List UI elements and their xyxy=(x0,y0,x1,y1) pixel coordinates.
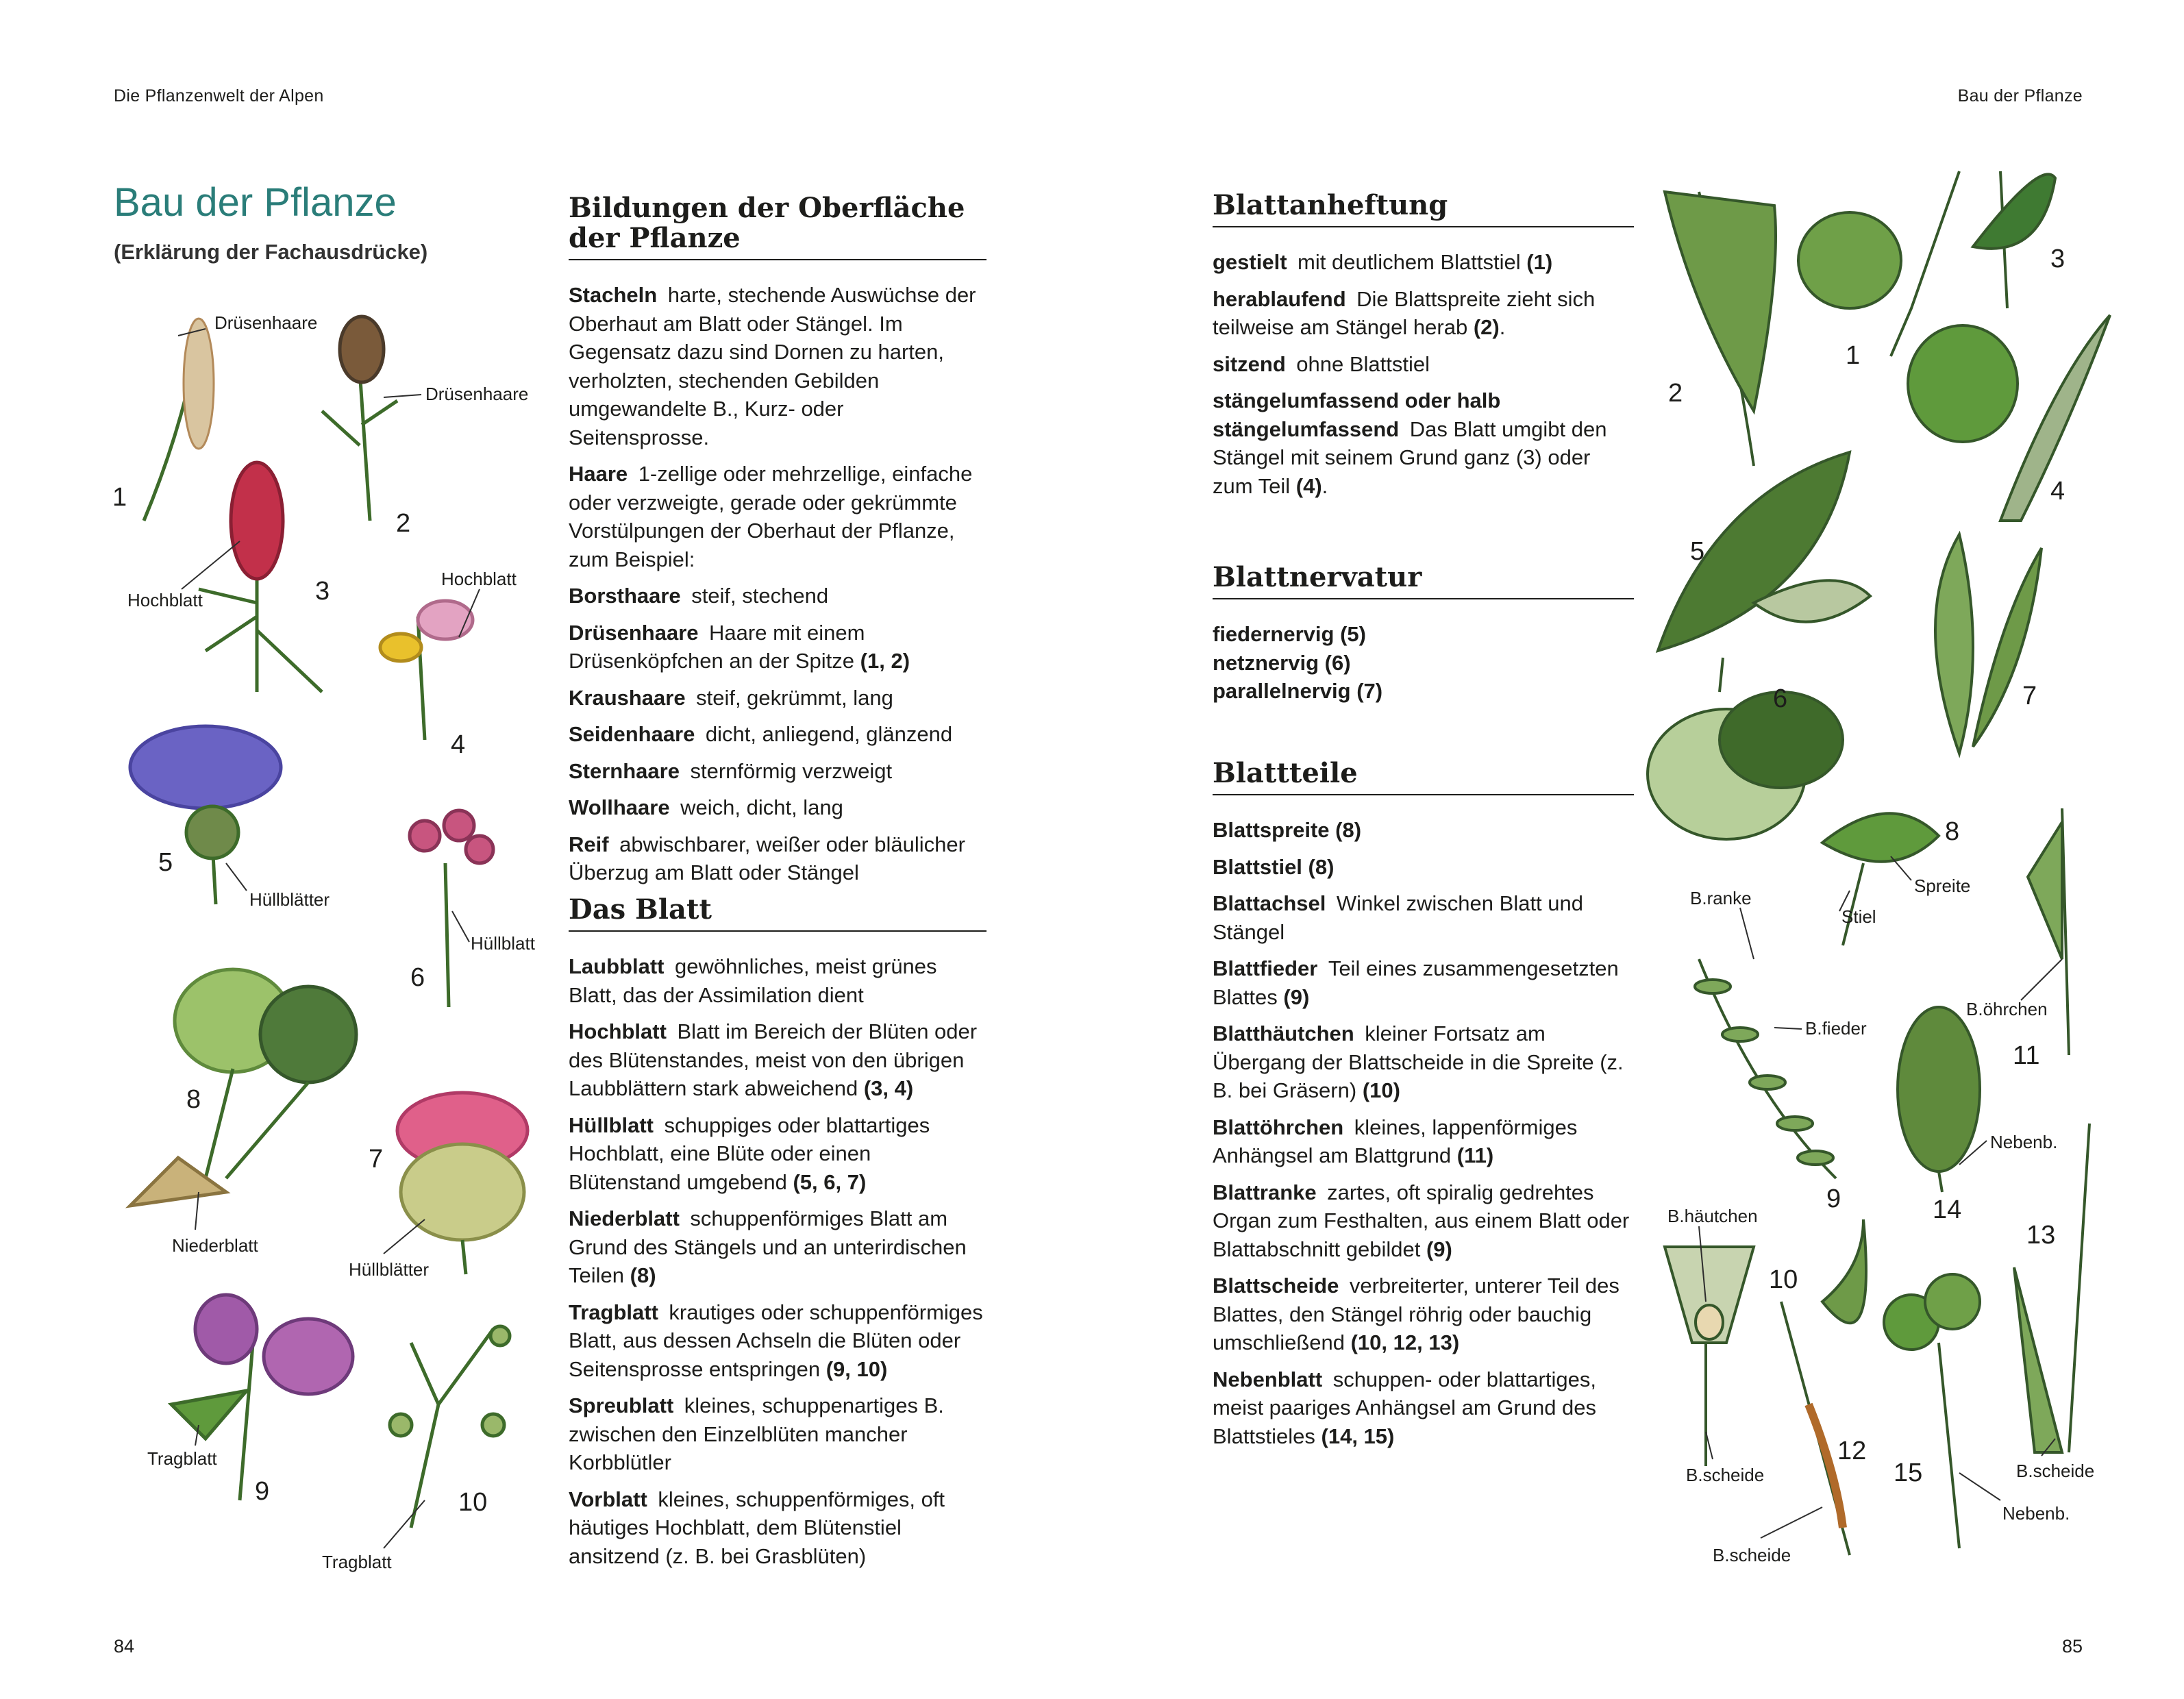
figure-number: 8 xyxy=(186,1085,201,1114)
figure-label: Hochblatt xyxy=(441,569,517,589)
figure-reference: (14, 15) xyxy=(1321,1424,1395,1448)
glossary-definition: krautiges oder schuppenförmiges Blatt, aus dessen Achseln die Blüten oder Seitensprosse entspringen xyxy=(569,1300,983,1381)
glossary-definition: dicht, anliegend, glänzend xyxy=(705,722,953,746)
figure-2-decurrent-leaf xyxy=(1665,192,1776,466)
figure-number: 2 xyxy=(396,509,411,538)
glossary-entry xyxy=(1213,853,1634,882)
page-number-left: 84 xyxy=(114,1636,135,1657)
glossary-entry xyxy=(569,1204,986,1290)
glossary-definition: kleiner Fortsatz am Übergang der Blattscheide in die Spreite (z. B. bei Gräsern) xyxy=(1213,1021,1624,1102)
section-heading: Bildungen der Oberfläche der Pflanze xyxy=(569,193,986,260)
glossary-term: gestielt xyxy=(1213,250,1287,274)
figure-number: 7 xyxy=(369,1145,384,1174)
glossary-definition: Das Blatt umgibt den Stängel mit seinem Grund ganz (3) oder zum Teil xyxy=(1213,417,1607,498)
glossary-term: Haare xyxy=(569,462,628,486)
glossary-entry xyxy=(569,1017,986,1103)
glossary-definition: 1-zellige oder mehrzellige, einfache oder verzweigte, gerade oder gekrümmte Vorstülpungen der Oberhaut der Pflanze, zum Beispiel: xyxy=(569,462,973,571)
glossary-definition: Blatt im Bereich der Blüten oder des Blütenstandes, meist von den übrigen Laubblättern stark abweichend xyxy=(569,1019,978,1100)
glossary-term: Hochblatt xyxy=(569,1019,667,1043)
glossary-term: netznervig xyxy=(1213,650,1319,675)
glossary-entry xyxy=(1213,620,1634,649)
glossary-entry xyxy=(569,582,986,610)
glossary-definition: verbreiterter, unterer Teil des Blattes, den Stängel röhrig oder bauchig umschließend xyxy=(1213,1274,1620,1354)
glossary-definition: Teil eines zusammengesetzten Blattes xyxy=(1213,956,1619,1009)
figure-number: 9 xyxy=(1826,1185,1841,1213)
figure-number: 13 xyxy=(2026,1221,2056,1250)
glossary-entry xyxy=(569,1485,986,1571)
glossary-definition: ohne Blattstiel xyxy=(1296,351,1430,376)
glossary-entry xyxy=(569,757,986,786)
figure-reference: (8) xyxy=(1308,854,1335,879)
glossary-term: Seidenhaare xyxy=(569,722,695,746)
glossary-term: Blattöhrchen xyxy=(1213,1115,1344,1139)
section-das-blatt xyxy=(569,895,986,1578)
figure-number: 15 xyxy=(1894,1459,1923,1487)
figure-reference: (10) xyxy=(1362,1078,1400,1102)
figure-label: B.häutchen xyxy=(1667,1206,1758,1226)
figure-label: Niederblatt xyxy=(172,1235,258,1256)
right-leader-lines xyxy=(1699,856,2062,1538)
figure-label: B.ranke xyxy=(1690,888,1752,908)
figure-reference: (9) xyxy=(1283,984,1310,1009)
glossary-definition: kleines, lappenförmiges Anhängsel am Blattgrund xyxy=(1213,1115,1578,1167)
glossary-term: fiedernervig xyxy=(1213,622,1335,646)
section-heading: Blattanheftung xyxy=(1213,190,1634,227)
figure-label: Nebenb. xyxy=(2002,1503,2070,1524)
figure-number: 1 xyxy=(1846,341,1861,370)
figure-15-clover-stipule xyxy=(1884,1274,1980,1548)
figure-4-pedicularis xyxy=(380,601,473,740)
glossary-term: Blattfieder xyxy=(1213,956,1318,980)
glossary-definition: weich, dicht, lang xyxy=(680,795,843,819)
figure-label: Hüllblätter xyxy=(249,889,330,910)
glossary-term: Blattstiel xyxy=(1213,854,1302,879)
glossary-entry xyxy=(569,460,986,573)
entry-list xyxy=(1213,620,1634,706)
figure-label: Stiel xyxy=(1841,906,1876,927)
figure-10-cerastium xyxy=(390,1326,510,1528)
section-blattteile xyxy=(1213,758,1634,1459)
figure-label: B.öhrchen xyxy=(1966,999,2048,1019)
figure-number: 5 xyxy=(158,848,173,877)
punctuation: . xyxy=(1321,473,1328,498)
figure-6-net-veined-leaf xyxy=(1648,658,1843,839)
glossary-term: sitzend xyxy=(1213,351,1286,376)
glossary-entry xyxy=(1213,816,1634,845)
figure-number: 10 xyxy=(458,1488,488,1517)
glossary-term: Blattscheide xyxy=(1213,1274,1339,1298)
glossary-term: Wollhaare xyxy=(569,795,670,819)
glossary-term: Hüllblatt xyxy=(569,1113,654,1137)
glossary-term: Niederblatt xyxy=(569,1206,680,1230)
glossary-term: Blattranke xyxy=(1213,1180,1317,1204)
glossary-definition: steif, stechend xyxy=(691,584,829,608)
figure-number: 8 xyxy=(1945,817,1960,846)
page-number-right: 85 xyxy=(2061,1636,2083,1657)
glossary-term: Stacheln xyxy=(569,283,658,307)
figure-label: Hochblatt xyxy=(127,590,203,610)
section-blattnervatur xyxy=(1213,562,1634,706)
glossary-definition: harte, stechende Auswüchse der Oberhaut am Blatt oder Stängel. Im Gegensatz dazu sind Dornen zu harten, verholzten, stechenden Gebilden umgewandelte B., Kurz- oder Seitensprosse. xyxy=(569,283,976,449)
glossary-term: Borsthaare xyxy=(569,584,681,608)
glossary-entry xyxy=(569,684,986,712)
glossary-entry xyxy=(1213,285,1634,342)
glossary-term: Nebenblatt xyxy=(1213,1367,1323,1391)
figure-13-sheath xyxy=(2014,1124,2089,1452)
entry-list xyxy=(569,952,986,1570)
glossary-term: Blatthäutchen xyxy=(1213,1021,1354,1045)
figure-label: Drüsenhaare xyxy=(214,312,318,333)
figure-reference: (3, 4) xyxy=(863,1076,914,1100)
section-heading: Das Blatt xyxy=(569,895,986,932)
figure-9-lamium xyxy=(171,1295,353,1500)
glossary-term: Blattachsel xyxy=(1213,891,1326,915)
figure-label: Hüllblatt xyxy=(471,933,535,954)
glossary-definition: kleines, schuppenartiges B. zwischen den Einzelblüten mancher Korbblütler xyxy=(569,1393,944,1474)
glossary-definition: Die Blattspreite zieht sich teilweise am Stängel herab xyxy=(1213,286,1596,339)
glossary-entry xyxy=(1213,954,1634,1011)
figure-reference: (5, 6, 7) xyxy=(793,1169,867,1194)
figure-5-centaurea xyxy=(130,726,281,904)
figure-label: Drüsenhaare xyxy=(425,384,529,404)
figure-reference: (9) xyxy=(1426,1237,1452,1261)
figure-reference: (8) xyxy=(630,1263,656,1287)
figure-label: Tragblatt xyxy=(322,1552,392,1572)
figure-label: Nebenb. xyxy=(1990,1132,2058,1152)
glossary-definition: gewöhnliches, meist grünes Blatt, das der Assimilation dient xyxy=(569,954,937,1007)
glossary-definition: Haare mit einem Drüsenköpfchen an der Spitze xyxy=(569,620,865,673)
right-page-figures xyxy=(1648,171,2110,1555)
figure-1-petiolate-leaf xyxy=(1798,171,2018,442)
figure-reference: (4) xyxy=(1295,473,1322,498)
figure-3-castilleja xyxy=(199,462,322,692)
glossary-term: stängelumfassend oder halb stängelumfassend xyxy=(1213,388,1501,441)
figure-label: B.scheide xyxy=(2016,1461,2095,1481)
glossary-definition: Winkel zwischen Blatt und Stängel xyxy=(1213,891,1584,944)
glossary-term: Spreublatt xyxy=(569,1393,674,1417)
figure-1-drosera xyxy=(144,319,214,521)
figure-number: 2 xyxy=(1668,379,1683,408)
figure-reference: (5) xyxy=(1340,622,1366,646)
page-title: Bau der Pflanze xyxy=(114,180,397,225)
glossary-definition: steif, gekrümmt, lang xyxy=(696,685,893,710)
figure-7-parallel-veined-leaf xyxy=(1935,534,2042,754)
figure-reference: (7) xyxy=(1356,679,1383,703)
glossary-entry xyxy=(569,281,986,451)
glossary-entry xyxy=(1213,889,1634,946)
glossary-term: Sternhaare xyxy=(569,758,680,783)
figure-number: 12 xyxy=(1837,1437,1867,1465)
glossary-definition: kleines, schuppenförmiges, oft häutiges Hochblatt, dem Blütenstiel ansitzend (z. B. bei Grasblüten) xyxy=(569,1487,945,1568)
figure-number: 1 xyxy=(112,483,127,512)
glossary-definition: abwischbarer, weißer oder bläulicher Überzug am Blatt oder Stängel xyxy=(569,832,965,884)
glossary-entry xyxy=(1213,1019,1634,1105)
glossary-entry xyxy=(569,1111,986,1197)
figure-reference: (9, 10) xyxy=(826,1356,888,1381)
glossary-definition: mit deutlichem Blattstiel xyxy=(1298,250,1521,274)
figure-2-thistle-bud xyxy=(322,317,397,521)
running-head-right: Bau der Pflanze xyxy=(1957,86,2083,106)
glossary-entry xyxy=(1213,649,1634,678)
glossary-definition: schuppiges oder blattartiges Hochblatt, eine Blüte oder einen Blütenstand umgebend xyxy=(569,1113,930,1194)
glossary-entry xyxy=(569,830,986,887)
figure-number: 9 xyxy=(255,1477,270,1506)
figure-9-pinnate-leaf xyxy=(1695,959,1836,1178)
figure-number: 14 xyxy=(1933,1195,1962,1224)
section-heading: Blattteile xyxy=(1213,758,1634,795)
glossary-entry xyxy=(569,952,986,1009)
figure-8-homogyne xyxy=(130,969,356,1206)
figure-label: B.scheide xyxy=(1713,1545,1791,1565)
glossary-entry xyxy=(569,1391,986,1477)
figure-number: 11 xyxy=(2013,1041,2040,1070)
glossary-definition: sternförmig verzweigt xyxy=(690,758,893,783)
figure-reference: (6) xyxy=(1324,650,1351,675)
glossary-entry xyxy=(569,619,986,675)
left-page-figures xyxy=(130,317,528,1528)
glossary-term: Drüsenhaare xyxy=(569,620,699,645)
glossary-entry xyxy=(1213,1178,1634,1264)
figure-label: B.fieder xyxy=(1805,1018,1867,1039)
glossary-entry xyxy=(1213,350,1634,379)
figure-label: B.scheide xyxy=(1686,1465,1765,1485)
figure-label: Tragblatt xyxy=(147,1448,217,1469)
figure-number: 6 xyxy=(1773,684,1788,713)
figure-reference: (2) xyxy=(1473,315,1500,339)
figure-reference: (1, 2) xyxy=(860,649,910,673)
entry-list xyxy=(1213,816,1634,1450)
figure-reference: (10, 12, 13) xyxy=(1350,1330,1460,1354)
glossary-entry xyxy=(1213,1113,1634,1170)
glossary-entry xyxy=(1213,248,1634,277)
entry-list xyxy=(1213,248,1634,500)
glossary-term: Tragblatt xyxy=(569,1300,658,1324)
glossary-entry xyxy=(1213,1272,1634,1357)
figure-7-cirsium xyxy=(397,1093,528,1274)
figure-label: Spreite xyxy=(1914,876,1971,896)
figure-3-clasping-leaf xyxy=(1973,171,2055,308)
glossary-entry xyxy=(569,793,986,822)
figure-reference: (1) xyxy=(1526,250,1553,274)
figure-reference: (11) xyxy=(1456,1143,1494,1167)
punctuation: . xyxy=(1499,315,1506,339)
glossary-term: Vorblatt xyxy=(569,1487,647,1511)
figure-number: 7 xyxy=(2022,682,2037,710)
running-head-left: Die Pflanzenwelt der Alpen xyxy=(114,86,324,106)
figure-14-stipule xyxy=(1898,1007,1980,1192)
glossary-term: parallelnervig xyxy=(1213,679,1351,703)
entry-list xyxy=(569,281,986,887)
figure-10-ligule xyxy=(1665,1247,1754,1466)
figure-label: Hüllblätter xyxy=(349,1259,430,1280)
glossary-definition: schuppenförmiges Blatt am Grund des Stängels und an unterirdischen Teilen xyxy=(569,1206,967,1287)
glossary-term: Laubblatt xyxy=(569,954,665,978)
glossary-term: herablaufend xyxy=(1213,286,1346,311)
section-blattanheftung xyxy=(1213,190,1634,508)
figure-number: 5 xyxy=(1690,537,1705,566)
page-subtitle: (Erklärung der Fachausdrücke) xyxy=(114,240,428,264)
figure-number: 4 xyxy=(2050,477,2065,506)
glossary-term: Kraushaare xyxy=(569,685,686,710)
glossary-term: Blattspreite xyxy=(1213,818,1330,842)
glossary-term: Reif xyxy=(569,832,609,856)
figure-number: 3 xyxy=(315,577,330,606)
glossary-definition: zartes, oft spiralig gedrehtes Organ zum Festhalten, aus einem Blatt oder Blattabschnitt gebildet xyxy=(1213,1180,1630,1261)
section-oberflaeche xyxy=(569,193,986,895)
glossary-entry xyxy=(1213,1365,1634,1451)
glossary-entry xyxy=(1213,386,1634,500)
figure-reference: (8) xyxy=(1335,818,1362,842)
figure-number: 4 xyxy=(451,730,466,759)
figure-number: 6 xyxy=(410,963,425,992)
glossary-entry xyxy=(569,1298,986,1384)
figure-number: 3 xyxy=(2050,245,2065,273)
glossary-entry xyxy=(569,720,986,749)
glossary-definition: schuppen- oder blattartiges, meist paariges Anhängsel am Grund des Blattstieles xyxy=(1213,1367,1597,1448)
glossary-entry xyxy=(1213,677,1634,706)
section-heading: Blattnervatur xyxy=(1213,562,1634,599)
figure-number: 10 xyxy=(1769,1265,1798,1294)
